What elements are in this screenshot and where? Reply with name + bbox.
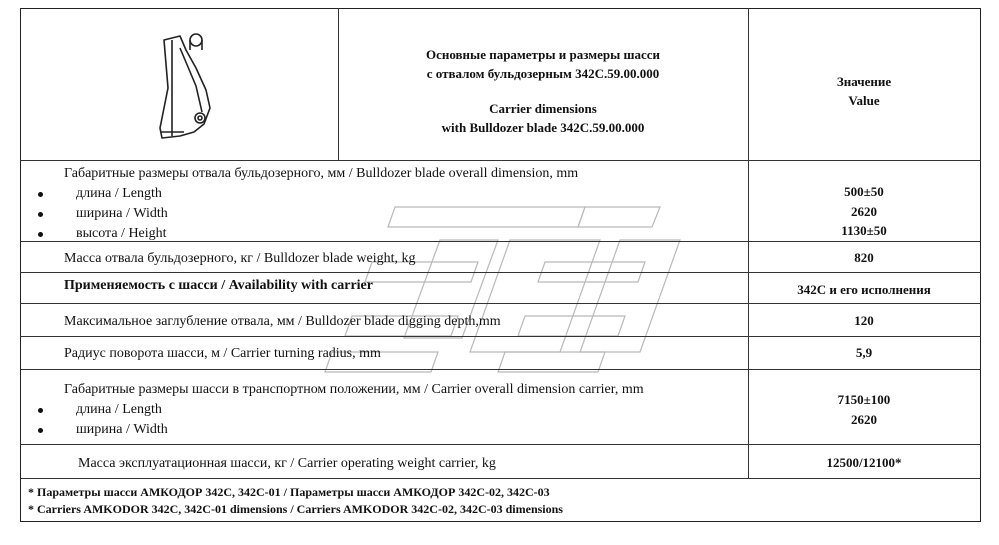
- value-header-en: Value: [848, 93, 880, 108]
- row-divider: [20, 369, 981, 370]
- row-divider: [20, 160, 981, 161]
- title-ru-line2: с отвалом бульдозерным 342С.59.00.000: [426, 66, 660, 81]
- bullet-icon: [38, 428, 43, 433]
- value-turning-radius: 5,9: [855, 345, 873, 360]
- value-carrier-width: 2620: [851, 412, 877, 427]
- bullet-icon: [38, 408, 43, 413]
- list-item: ширина / Width: [76, 206, 168, 221]
- bullet-icon: [38, 212, 43, 217]
- value-operating-weight: 12500/12100*: [826, 455, 902, 470]
- list-item: длина / Length: [76, 402, 162, 417]
- row-label-availability: Применяемость с шасси / Availability with carrier: [64, 278, 373, 293]
- title-en-line2: with Bulldozer blade 342C.59.00.000: [441, 120, 645, 135]
- footnote-ru: * Параметры шасси АМКОДОР 342С, 342С-01 / Параметры шасси АМКОДОР 342С-02, 342С-03: [28, 485, 550, 499]
- value-header-ru: Значение: [836, 74, 892, 89]
- value-digging-depth: 120: [854, 313, 874, 328]
- list-item: высота / Height: [76, 226, 167, 241]
- row-divider: [20, 303, 981, 304]
- title-ru-line1: Основные параметры и размеры шасси: [425, 47, 661, 62]
- row-divider: [20, 336, 981, 337]
- footnote-en: * Carriers AMKODOR 342C, 342C-01 dimensions / Carriers AMKODOR 342C-02, 342C-03 dimensions: [28, 502, 563, 516]
- row-label-turning-radius: Радиус поворота шасси, м / Carrier turning radius, mm: [64, 346, 381, 361]
- row-label-carrier-dimensions: Габаритные размеры шасси в транспортном положении, мм / Carrier overall dimension carrier, mm: [64, 382, 644, 397]
- row-divider: [20, 478, 981, 479]
- value-height: 1130±50: [841, 223, 887, 238]
- bulldozer-blade-icon: [150, 28, 220, 148]
- title-en-line1: Carrier dimensions: [489, 101, 597, 116]
- row-label-operating-weight: Масса эксплуатационная шасси, кг / Carrier operating weight carrier, kg: [78, 456, 496, 471]
- row-divider: [20, 444, 981, 445]
- list-item: длина / Length: [76, 186, 162, 201]
- list-item: ширина / Width: [76, 422, 168, 437]
- row-divider: [20, 272, 981, 273]
- row-label-digging-depth: Максимальное заглубление отвала, мм / Bulldozer blade digging depth,mm: [64, 314, 501, 329]
- value-blade-weight: 820: [854, 250, 874, 265]
- row-label-blade-weight: Масса отвала бульдозерного, кг / Bulldozer blade weight, kg: [64, 251, 416, 266]
- value-length: 500±50: [844, 184, 884, 199]
- row-label-blade-dimensions: Габаритные размеры отвала бульдозерного, мм / Bulldozer blade overall dimension, mm: [64, 166, 579, 181]
- bullet-icon: [38, 232, 43, 237]
- bullet-icon: [38, 192, 43, 197]
- value-carrier-length: 7150±100: [837, 392, 891, 407]
- value-width: 2620: [851, 204, 877, 219]
- value-availability: 342С и его исполнения: [797, 282, 931, 297]
